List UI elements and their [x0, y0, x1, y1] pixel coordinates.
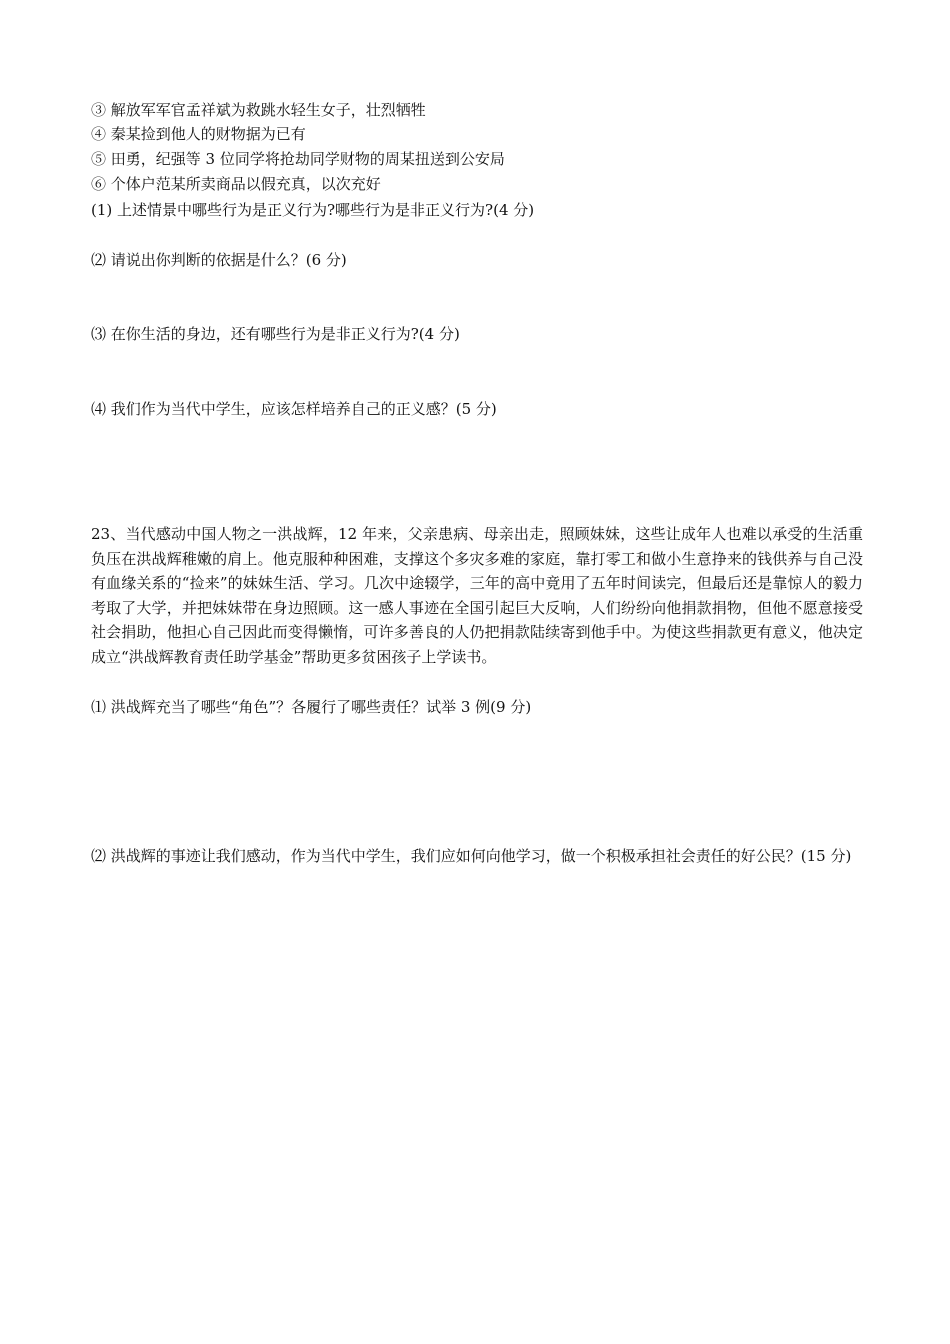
q23-passage: 23、当代感动中国人物之一洪战辉，12 年来，父亲患病、母亲出走，照顾妹妹，这些让成年人也难以承受的生活重负压在洪战辉稚嫩的肩上。他克服种种困难，支撑这个多灾多难的家庭，靠打零工和做小生意挣来的钱供养与自己没有血缘关系的“捡来”的妹妹生活、学习。几次中途辍学，三年的高中竟用了五年时间读完，但最后还是靠惊人的毅力考取了大学，并把妹妹带在身边照顾。这一感人事迹在全国引起巨大反响，人们纷纷向他捐款捐物，但他不愿意接受社会捐助，他担心自己因此而变得懒惰，可许多善良的人仍把捐款陆续寄到他手中。为使这些捐款更有意义，他决定成立“洪战辉教育责任助学基金”帮助更多贫困孩子上学读书。	[91, 525, 863, 666]
q22-question-2: ⑵ 请说出你判断的依据是什么？(6 分)	[91, 251, 347, 269]
q22-question-3: ⑶ 在你生活的身边，还有哪些行为是非正义行为?(4 分)	[91, 325, 460, 343]
q22-question-1: (1) 上述情景中哪些行为是正义行为?哪些行为是非正义行为?(4 分)	[91, 201, 535, 219]
scenario-item-6: ⑥ 个体户范某所卖商品以假充真，以次充好	[91, 175, 381, 193]
scenario-item-3: ③ 解放军军官孟祥斌为救跳水轻生女子，壮烈牺牲	[91, 101, 426, 119]
q23-question-1: ⑴ 洪战辉充当了哪些“角色”？各履行了哪些责任？试举 3 例(9 分)	[91, 698, 532, 716]
scenario-item-5: ⑤ 田勇，纪强等 3 位同学将抢劫同学财物的周某扭送到公安局	[91, 150, 505, 168]
q23-question-2: ⑵ 洪战辉的事迹让我们感动，作为当代中学生，我们应如何向他学习，做一个积极承担社会责任的好公民？(15 分)	[91, 847, 852, 865]
q22-question-4: ⑷ 我们作为当代中学生，应该怎样培养自己的正义感？(5 分)	[91, 400, 497, 418]
scenario-item-4: ④ 秦某捡到他人的财物据为已有	[91, 125, 306, 143]
